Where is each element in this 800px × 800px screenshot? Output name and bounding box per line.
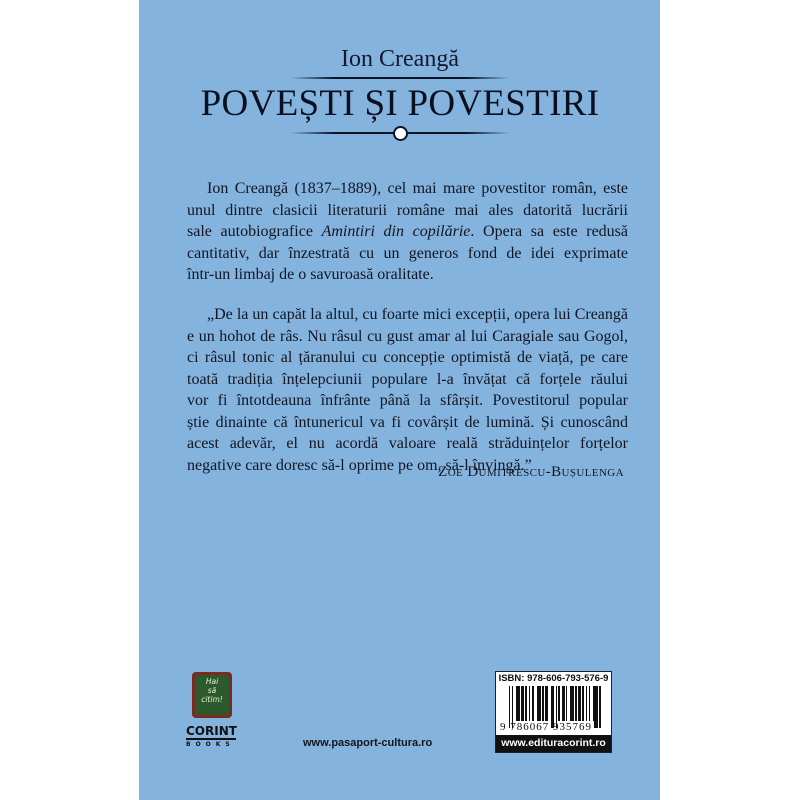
quote-attribution: Zoe Dumitrescu-Bușulenga bbox=[438, 464, 624, 480]
text-line: ci râsul tonic al țăranului cu concepție optimistă de viață, pe care bbox=[187, 349, 628, 366]
text-line: e un hohot de râs. Nu râsul cu gust amar al lui Caragiale sau Gogol, bbox=[187, 327, 628, 345]
text-line bbox=[187, 243, 628, 265]
publisher-website: www.edituracorint.ro bbox=[496, 735, 611, 752]
divider-top bbox=[290, 77, 510, 79]
intro-paragraph bbox=[187, 178, 628, 286]
quote-paragraph bbox=[187, 304, 628, 476]
text-line: „De la un capăt la altul, cu foarte mici excepții, opera lui Creangă bbox=[207, 306, 628, 323]
publisher-name: CORINT bbox=[186, 724, 237, 738]
barcode-digits: 9 786067 935769 bbox=[500, 721, 592, 733]
text-span: sale autobiografice bbox=[187, 223, 322, 240]
logo-text: să bbox=[207, 686, 217, 695]
text-span: . Opera sa este redusă bbox=[470, 223, 628, 240]
website-pasaport-cultura: www.pasaport-cultura.ro bbox=[303, 737, 433, 749]
divider-circle-ornament bbox=[393, 126, 408, 141]
isbn-barcode-box bbox=[495, 671, 612, 753]
text-line: vor fi întotdeauna înfrânte până la sfârșit. Povestitorul popular bbox=[187, 392, 628, 409]
logo-text: Hai bbox=[205, 677, 219, 686]
isbn-label: ISBN: 978-606-793-576-9 bbox=[498, 673, 609, 684]
hai-sa-citim-logo bbox=[192, 672, 232, 718]
text-line bbox=[187, 221, 628, 243]
text-line: știe dinainte că întunericul va fi covârșit de lumină. Și cunoscând bbox=[187, 413, 628, 431]
text-line bbox=[187, 178, 628, 200]
barcode bbox=[509, 686, 601, 724]
book-reference: Amintiri din copilărie bbox=[321, 223, 471, 240]
text-span: Ion Creangă (1837–1889), cel mai mare povestitor român, este bbox=[207, 180, 628, 197]
text-line bbox=[187, 200, 628, 222]
text-span: unul dintre clasicii literaturii române mai ales datorită lucrării bbox=[187, 201, 628, 219]
logo-text: citim! bbox=[201, 695, 223, 704]
book-author: Ion Creangă bbox=[341, 46, 459, 72]
publisher-sub: BOOKS bbox=[186, 741, 235, 748]
text-span: într-un limbaj de o savuroasă oralitate. bbox=[187, 266, 434, 283]
text-span: cantitativ, dar înzestrată cu un generos fond de idei exprimate bbox=[187, 244, 628, 262]
text-line: negative care doresc să-l oprime pe om, să-l învingă.” bbox=[187, 456, 532, 474]
text-line: toată tradiția înțelepciunii populare l-a învățat că forțele răului bbox=[187, 370, 628, 388]
text-line: acest adevăr, el nu acordă valoare reală străduințelor forțelor bbox=[187, 435, 628, 452]
corint-books-logo bbox=[186, 724, 236, 749]
book-title: POVEȘTI ȘI POVESTIRI bbox=[200, 83, 600, 124]
text-line bbox=[187, 264, 628, 286]
